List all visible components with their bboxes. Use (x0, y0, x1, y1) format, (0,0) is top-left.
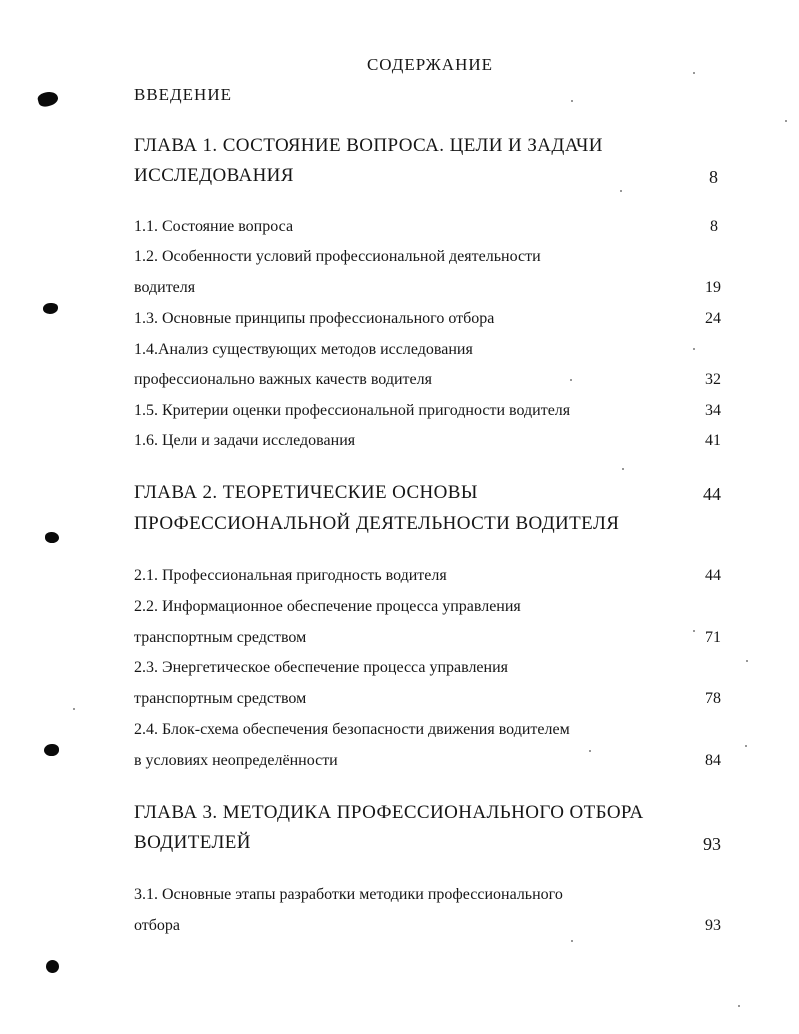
scan-speck (570, 379, 572, 381)
ink-blot (46, 960, 59, 973)
chapter-3-title-line-1: ГЛАВА 3. МЕТОДИКА ПРОФЕССИОНАЛЬНОГО ОТБОРА (134, 802, 644, 823)
scan-speck (571, 940, 573, 942)
section-1-4-line-1: 1.4.Анализ существующих методов исследования (134, 341, 473, 358)
scan-speck (738, 1005, 740, 1007)
section-1-5: 1.5. Критерии оценки профессиональной пригодности водителя (134, 402, 571, 419)
scan-speck (622, 468, 624, 470)
scan-speck (589, 750, 591, 752)
scan-speck (73, 708, 75, 710)
section-1-2-page: 19 (705, 279, 721, 296)
section-2-1-page: 44 (705, 567, 721, 584)
chapter-3-page: 93 (703, 834, 721, 854)
scan-speck (693, 348, 695, 350)
section-1-1: 1.1. Состояние вопроса (134, 218, 294, 235)
introduction-entry: ВВЕДЕНИЕ (134, 85, 232, 104)
ink-blot (43, 303, 58, 314)
page-title: СОДЕРЖАНИЕ (366, 55, 494, 74)
scan-speck (745, 745, 747, 747)
section-2-4-line-1: 2.4. Блок-схема обеспечения безопасности движения водителем (134, 721, 570, 738)
section-1-6-page: 41 (705, 432, 721, 449)
chapter-2-title-line-1: ГЛАВА 2. ТЕОРЕТИЧЕСКИЕ ОСНОВЫ (134, 482, 478, 503)
chapter-3-title-line-2: ВОДИТЕЛЕЙ (134, 832, 251, 853)
chapter-1-title-line-2: ИССЛЕДОВАНИЯ (134, 165, 294, 186)
scan-speck (693, 72, 695, 74)
section-2-2-page: 71 (705, 629, 721, 646)
section-2-4-line-2: в условиях неопределённости (134, 752, 338, 769)
scan-speck (785, 120, 787, 122)
ink-blot (44, 744, 59, 756)
section-1-2-line-2: водителя (134, 279, 196, 296)
section-1-2-line-1: 1.2. Особенности условий профессиональной деятельности (134, 248, 541, 265)
chapter-2-page: 44 (703, 484, 721, 504)
section-1-3: 1.3. Основные принципы профессионального отбора (134, 310, 495, 327)
chapter-2-title-line-2: ПРОФЕССИОНАЛЬНОЙ ДЕЯТЕЛЬНОСТИ ВОДИТЕЛЯ (134, 513, 620, 534)
section-2-2-line-2: транспортным средством (134, 629, 307, 646)
ink-blot (37, 90, 60, 109)
chapter-1-title-line-1: ГЛАВА 1. СОСТОЯНИЕ ВОПРОСА. ЦЕЛИ И ЗАДАЧИ (134, 135, 603, 156)
section-1-4-line-2: профессионально важных качеств водителя (134, 371, 432, 388)
chapter-1-page: 8 (709, 167, 718, 187)
section-2-3-line-2: транспортным средством (134, 690, 307, 707)
section-2-3-page: 78 (705, 690, 721, 707)
scan-speck (693, 630, 695, 632)
section-2-4-page: 84 (705, 752, 721, 769)
section-1-1-page: 8 (710, 218, 718, 235)
scan-speck (746, 660, 748, 662)
section-3-1-line-2: отбора (134, 917, 181, 934)
section-3-1-line-1: 3.1. Основные этапы разработки методики профессионального (134, 886, 563, 903)
scan-speck (620, 190, 622, 192)
section-1-6: 1.6. Цели и задачи исследования (134, 432, 356, 449)
section-2-2-line-1: 2.2. Информационное обеспечение процесса управления (134, 598, 521, 615)
section-1-4-page: 32 (705, 371, 721, 388)
section-1-5-page: 34 (705, 402, 721, 419)
section-2-1: 2.1. Профессиональная пригодность водителя (134, 567, 447, 584)
section-2-3-line-1: 2.3. Энергетическое обеспечение процесса управления (134, 659, 509, 676)
section-1-3-page: 24 (705, 310, 721, 327)
scan-speck (571, 100, 573, 102)
ink-blot (45, 532, 59, 543)
section-3-1-page: 93 (705, 917, 721, 934)
